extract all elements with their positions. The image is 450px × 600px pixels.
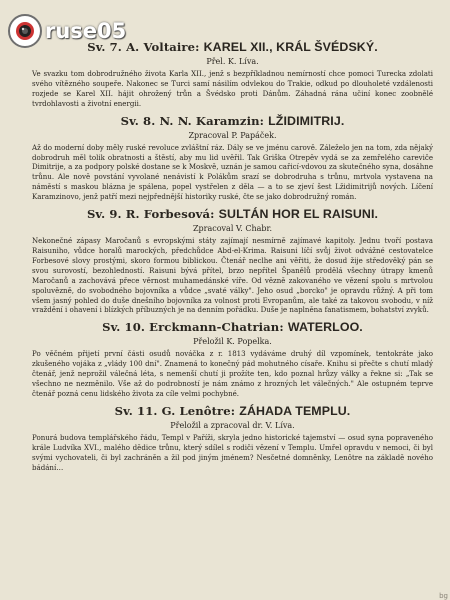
author-name: G. Lenôtre: — [161, 403, 236, 418]
author-name: A. Voltaire: — [126, 40, 200, 54]
volume-number: Sv. 11. — [114, 403, 158, 418]
entry-title — [30, 404, 435, 418]
work-title: WATERLOO. — [287, 320, 363, 335]
entry-description: Ve svazku tom dobrodružného života Karla XII., jenž s bezpříkladnou nemírností chce pomoci Turecka zdolati svého vítězného soupeře. Nakonec se Turci samí násilím odvlekou do Trakie, odkud po dlouholeté vzdálenosti rozjede se Karel XII. hájit ohrožený trůn a Švédsko proti Dánům. Záhadná rána učiní konec zoobnělé tvrdohlavosti a životní energii. — [32, 69, 433, 108]
work-title: SULTÁN HOR EL RAISUNI. — [218, 207, 379, 222]
watermark — [8, 14, 126, 48]
author-name: Erckmann-Chatrian: — [149, 320, 284, 335]
entry-description: Až do moderní doby měly ruské revoluce zvláštní ráz. Dály se ve jménu carově. Záleželo jen na tom, zda nějaký dobrodruh měl tolik obratnosti a štěstí, aby mu lid uvěřil. Tak Griška Otrepěv vydá se za zemřelého careviče Dimitrije, a za podpory polské dostane se k Moskvě, uznán je samou cařicí-vdovou za skutečného syna, dosáhne trůnu. Ale nově povstání vyvolané nenávistí k Polákům srazí se dobrodruha s trůnu, mrtvola vystavena na náměstí s maskou blázna je spálena, popel vystřelen z děla — a to se zjeví šest Lžidimitrijů nových. Líčení Karamzinovo, jenž patří mezi nejpřednější historiky ruské, čte se jako dobrodružný román. — [32, 142, 433, 202]
work-title: KAREL XII., KRÁL ŠVÉDSKÝ. — [203, 40, 378, 54]
entry-description: Po věčném přijetí první části osudů nováčka z r. 1813 vydáváme druhý díl vzpomínek, tentokráte jako zkušeného vojáka z „vlády 100 dní". Znamená to konečný pád mohutného císaře. Knihu si přečte s chutí mladý čtenář, jenž neprožil válečná léta, s nemenší chutí ji prožíte ten, kdo poznal hrůzy války a řekne si: „Tak se všechno ne nezměnilo. Vše až do podrobností je nám známo z hrozných let válečných." Ale ostupném teprve čtenář pozná cenu lidského života za cíle velmi pochybné. — [32, 349, 433, 398]
volume-number: Sv. 8. — [120, 113, 156, 128]
catalog-entry-11 — [30, 404, 435, 473]
translator-credit: Přeložil a zpracoval dr. V. Líva. — [170, 420, 295, 430]
entry-description: Ponurá budova templářského řádu, Templ v Paříži, skryla jedno historické tajemství — osud syna popraveného krále Ludvíka XVI., malého dědice trůnu, který sdílel s rodiči vězení v Templu. Umřel opravdu v nemoci, či byl svými vychovateli, či byl zachráněn a žil pod jiným jménem? Nesčetné domněnky, Lenôtre na základě nového bádání… — [32, 432, 433, 472]
author-name: N. N. Karamzin: — [159, 113, 264, 128]
catalog-page — [30, 40, 435, 477]
catalog-entry-10 — [30, 320, 435, 399]
catalog-entry-9 — [30, 207, 435, 315]
work-title: ZÁHADA TEMPLU. — [239, 403, 351, 418]
volume-number: Sv. 7. — [87, 40, 122, 54]
translator-credit: Zpracoval P. Papáček. — [188, 130, 277, 140]
catalog-entry-7 — [30, 40, 435, 109]
volume-number: Sv. 9. — [86, 207, 122, 222]
watermark-text: ruse05 — [45, 19, 127, 43]
volume-number: Sv. 10. — [102, 320, 146, 335]
entry-title — [30, 320, 435, 334]
translator-credit: Přel. K. Líva. — [206, 57, 259, 66]
entry-description: Nekonečné zápasy Maročanů s evropskými státy zajímají nesmírně zajímavé kapitoly. Jednu tvoří postava Raisuniho, vůdce horalů marockých, předchůdce Abd-el-Krima. Raisuni líčí svůj život odvážné cestovatelce Forbesové slovy prostými, skoro formou biblickou. Čtenář neclhe ani věřiti, že dosud žije středověký pán se svou surovostí, bezohledností. Raisuni bývá přítel, brzo nepřítel Španělů prodělá všechny útrapy kmenů Maročanů a zachovává přece věrnost muhamedánské víře. Od vězně zakovaného ve vězení spolu s mrtvolou spoluvězně, do svobodného bojovníka a vůdce „svaté války". Jeho osud „borcko" je opravdu růžný. A při tom všem jasný pohled do duše dnešního bojovníka za volnost proti Evropanům, ale také za takovou svobodu, v níž vraždění i ohavení i blízkých příbuzných je na denním pořádku. Duše je naplněna fanatismem, bohatství zvyků. — [32, 236, 433, 315]
work-title: LŽIDIMITRIJ. — [268, 113, 345, 128]
footer-watermark: bg — [439, 592, 448, 600]
camera-lens-icon — [8, 14, 42, 48]
translator-credit: Přeložil K. Popelka. — [193, 337, 272, 347]
entry-title — [30, 207, 435, 221]
author-name: R. Forbesová: — [125, 207, 215, 222]
catalog-entry-8 — [30, 114, 435, 202]
entry-title — [30, 114, 435, 128]
translator-credit: Zpracoval V. Chabr. — [192, 224, 273, 234]
